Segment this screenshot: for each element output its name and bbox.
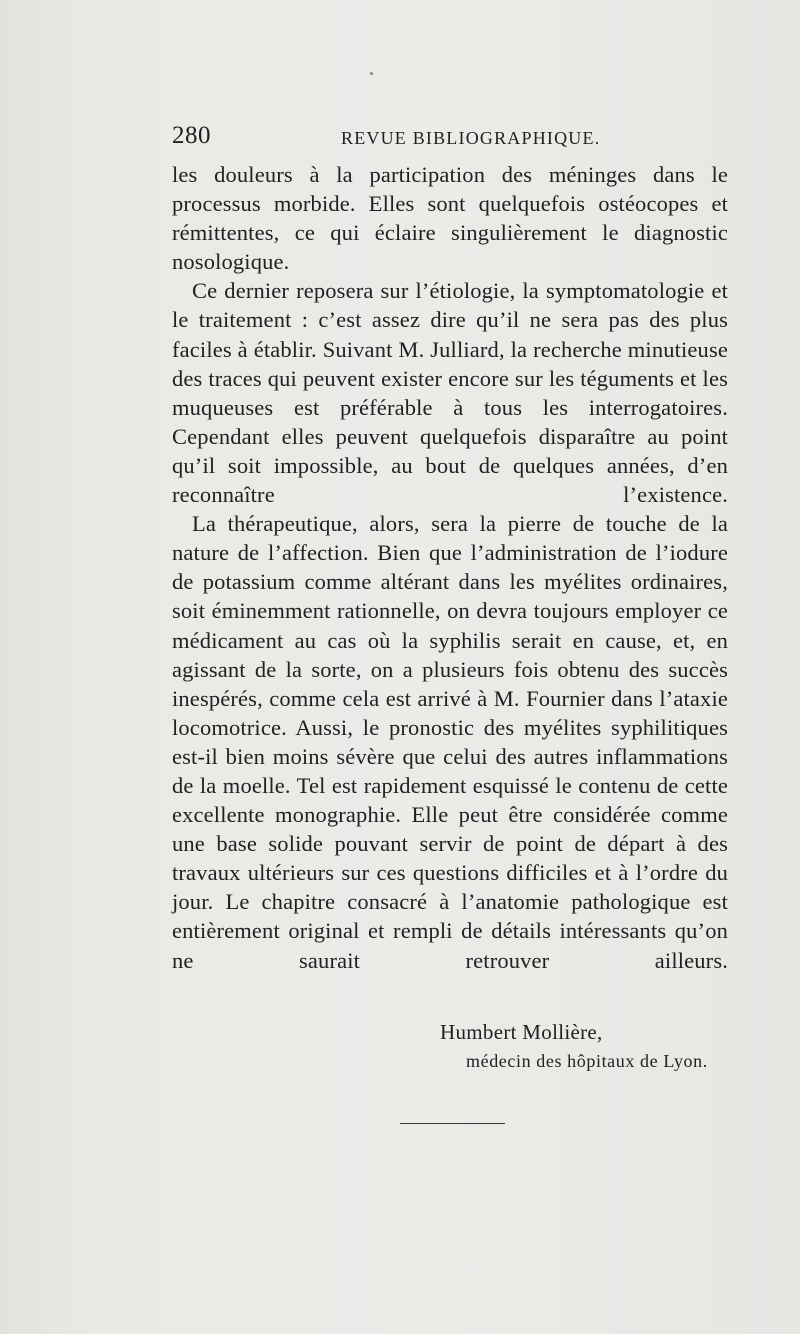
author-signature: Humbert Mollière, (440, 1020, 603, 1044)
author-affiliation: médecin des hôpitaux de Lyon. (466, 1051, 708, 1071)
page-header (172, 122, 728, 158)
running-title: REVUE BIBLIOGRAPHIQUE. (341, 128, 601, 148)
ink-speck (370, 72, 373, 75)
paragraph-2: Ce dernier reposera sur l’étiologie, la symptomatologie et le traitement : c’est assez dire qu’il ne sera pas des plus faciles à établir. Suivant M. Julliard, la recherche minutieuse des traces qui peuvent exister encore sur les téguments et les muqueuses est préférable à tous les interrogatoires. Cependant elles peuvent quelquefois disparaître au point qu’il soit impossible, au bout de quelques années, d’en reconnaître l’existence. (172, 278, 728, 508)
page-number: 280 (172, 122, 211, 149)
paragraph-3: La thérapeutique, alors, sera la pierre de touche de la nature de l’affection. Bien que l’administration de l’iodure de potassium comme altérant dans les myélites ordinaires, soit éminemment rationnelle, on devra toujours employer ce médicament au cas où la syphilis serait en cause, et, en agissant de la sorte, on a plusieurs fois obtenu des succès inespérés, comme cela est arrivé à M. Fournier dans l’ataxie locomotrice. Aussi, le pronostic des myélites syphilitiques est-il bien moins sévère que celui des autres inflammations de la moelle. Tel est rapidement esquissé le contenu de cette excellente monographie. Elle peut être considérée comme une base solide pouvant servir de point de départ à des travaux ultérieurs sur ces questions difficiles et à l’ordre du jour. Le chapitre consacré à l’anatomie pathologique est entièrement original et rempli de détails intéressants qu’on ne saurait retrouver ailleurs. (172, 511, 728, 973)
paragraph-1: les douleurs à la participation des méninges dans le processus morbide. Elles sont quelquefois ostéocopes et rémittentes, ce qui éclaire singulièrement le diagnostic nosologique. (172, 162, 728, 275)
body-text (172, 160, 728, 975)
section-divider (400, 1123, 505, 1124)
